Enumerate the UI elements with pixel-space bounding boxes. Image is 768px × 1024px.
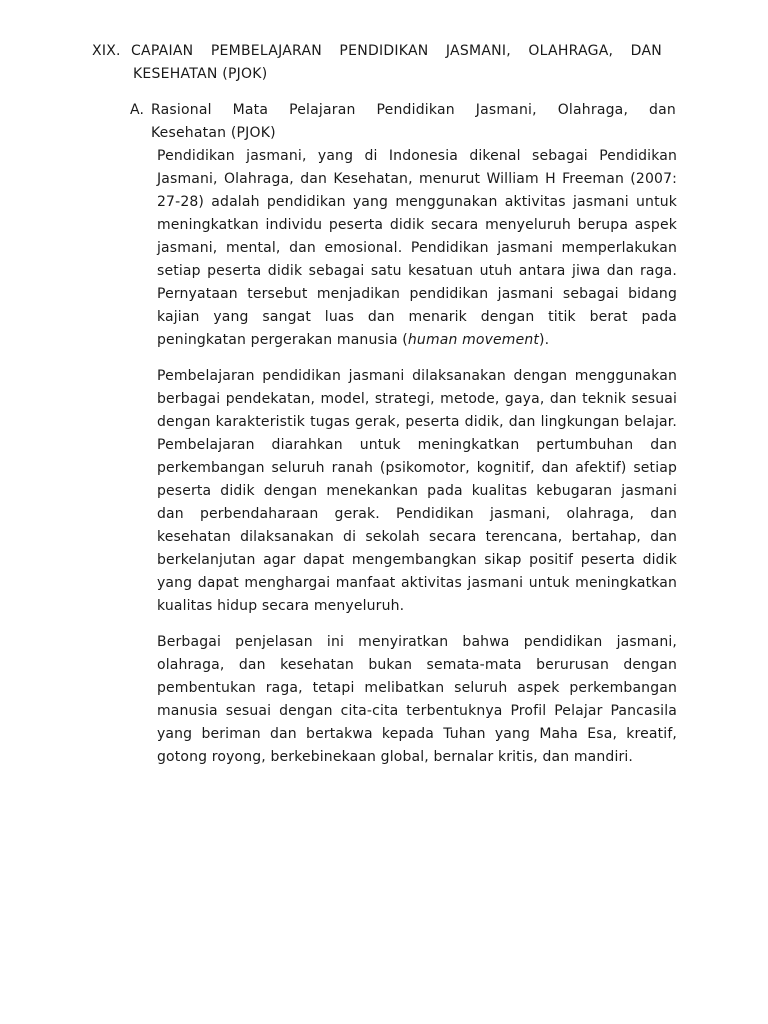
paragraph-1-end: ). bbox=[539, 332, 550, 348]
section-heading bbox=[130, 99, 676, 145]
section-title-line2: Kesehatan (PJOK) bbox=[151, 125, 276, 141]
paragraph-2: Pembelajaran pendidikan jasmani dilaksanakan dengan menggunakan berbagai pendekatan, model, strategi, metode, gaya, dan teknik sesuai dengan karakteristik tugas gerak, peserta didik, dan lingkungan belajar. Pembelajaran diarahkan untuk meningkatkan pertumbuhan dan perkembangan seluruh ranah (psikomotor, kognitif, dan afektif) setiap peserta didik dengan menekankan pada kualitas kebugaran jasmani dan perbendaharaan gerak. Pendidikan jasmani, olahraga, dan kesehatan dilaksanakan di sekolah secara terencana, bertahap, dan berkelanjutan agar dapat mengembangkan sikap positif peserta didik yang dapat menghargai manfaat aktivitas jasmani untuk meningkatkan kualitas hidup secara menyeluruh. bbox=[157, 368, 677, 614]
chapter-title-line1: CAPAIAN PEMBELAJARAN PENDIDIKAN JASMANI, OLAHRAGA, DAN bbox=[131, 43, 662, 59]
chapter-title-line2: KESEHATAN (PJOK) bbox=[133, 66, 268, 82]
paragraph-1 bbox=[157, 145, 677, 352]
paragraph-3: Berbagai penjelasan ini menyiratkan bahwa pendidikan jasmani, olahraga, dan kesehatan bukan semata-mata berurusan dengan pembentukan raga, tetapi melibatkan seluruh aspek perkembangan manusia sesuai dengan cita-cita terbentuknya Profil Pelajar Pancasila yang beriman dan bertakwa kepada Tuhan yang Maha Esa, kreatif, gotong royong, berkebinekaan global, bernalar kritis, dan mandiri. bbox=[157, 634, 677, 765]
chapter-number: XIX. bbox=[92, 43, 121, 59]
paragraph-1-italic-term: human movement bbox=[407, 332, 540, 348]
chapter-heading bbox=[92, 40, 662, 63]
section-letter: A. bbox=[130, 102, 145, 118]
section-title-line1: Rasional Mata Pelajaran Pendidikan Jasmani, Olahraga, dan bbox=[151, 102, 676, 118]
body-text bbox=[157, 145, 677, 782]
paragraph-1-text: Pendidikan jasmani, yang di Indonesia dikenal sebagai Pendidikan Jasmani, Olahraga, dan Kesehatan, menurut William H Freeman (2007: 27-28) adalah pendidikan yang menggunakan aktivitas jasmani untuk meningkatkan individu peserta didik secara menyeluruh berupa aspek jasmani, mental, dan emosional. Pendidikan jasmani memperlakukan setiap peserta didik sebagai satu kesatuan utuh antara jiwa dan raga. Pernyataan tersebut menjadikan pendidikan jasmani sebagai bidang kajian yang sangat luas dan menarik dengan titik berat pada peningkatan pergerakan manusia ( bbox=[157, 148, 677, 348]
